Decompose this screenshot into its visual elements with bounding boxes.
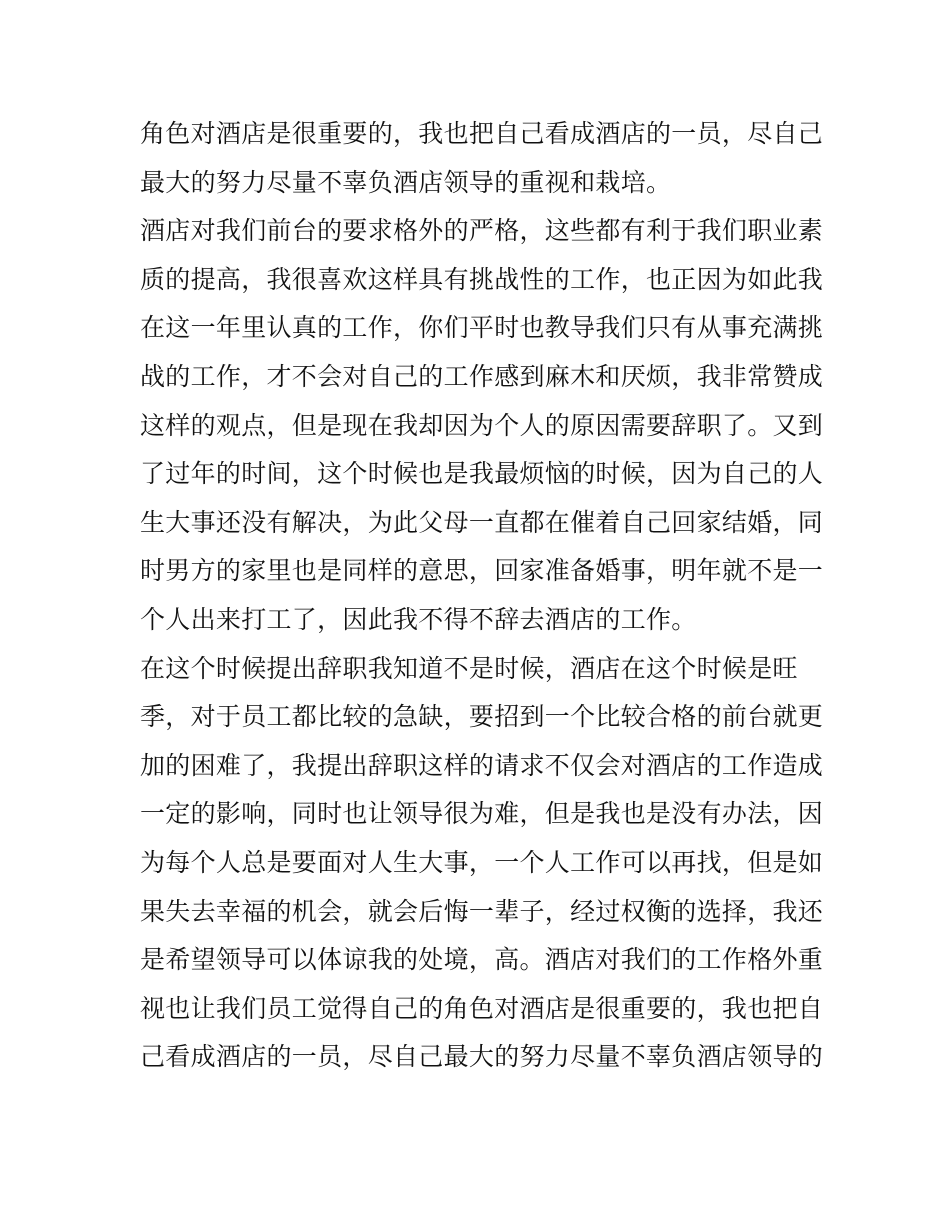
text-line: 这样的观点，但是现在我却因为个人的原因需要辞职了。又到 [140, 410, 824, 440]
text-line: 战的工作，才不会对自己的工作感到麻木和厌烦，我非常赞成 [140, 361, 824, 391]
text-line: 了过年的时间，这个时候也是我最烦恼的时候，因为自己的人 [140, 459, 824, 489]
text-line: 是希望领导可以体谅我的处境，高。酒店对我们的工作格外重 [140, 945, 824, 975]
text-line: 为每个人总是要面对人生大事，一个人工作可以再找，但是如 [140, 847, 824, 877]
text-line: 季，对于员工都比较的急缺，要招到一个比较合格的前台就更 [140, 702, 824, 732]
text-line: 视也让我们员工觉得自己的角色对酒店是很重要的，我也把自 [140, 993, 824, 1023]
text-line: 在这个时候提出辞职我知道不是时候，酒店在这个时候是旺 [140, 653, 798, 683]
text-line: 个人出来打工了，因此我不得不辞去酒店的工作。 [140, 604, 697, 634]
text-line: 质的提高，我很喜欢这样具有挑战性的工作，也正因为如此我 [140, 264, 824, 294]
body-text [140, 110, 824, 1082]
text-line: 生大事还没有解决，为此父母一直都在催着自己回家结婚，同 [140, 507, 824, 537]
text-line: 果失去幸福的机会，就会后悔一辈子，经过权衡的选择，我还 [140, 896, 824, 926]
text-line: 己看成酒店的一员，尽自己最大的努力尽量不辜负酒店领导的 [140, 1042, 824, 1072]
text-line: 一定的影响，同时也让领导很为难，但是我也是没有办法，因 [140, 799, 824, 829]
text-line: 在这一年里认真的工作，你们平时也教导我们只有从事充满挑 [140, 313, 824, 343]
text-line: 角色对酒店是很重要的，我也把自己看成酒店的一员，尽自己 [140, 119, 824, 148]
text-line: 酒店对我们前台的要求格外的严格，这些都有利于我们职业素 [140, 216, 824, 246]
text-line: 最大的努力尽量不辜负酒店领导的重视和栽培。 [140, 167, 672, 197]
text-line: 加的困难了，我提出辞职这样的请求不仅会对酒店的工作造成 [140, 750, 824, 780]
text-line: 时男方的家里也是同样的意思，回家准备婚事，明年就不是一 [140, 556, 824, 586]
